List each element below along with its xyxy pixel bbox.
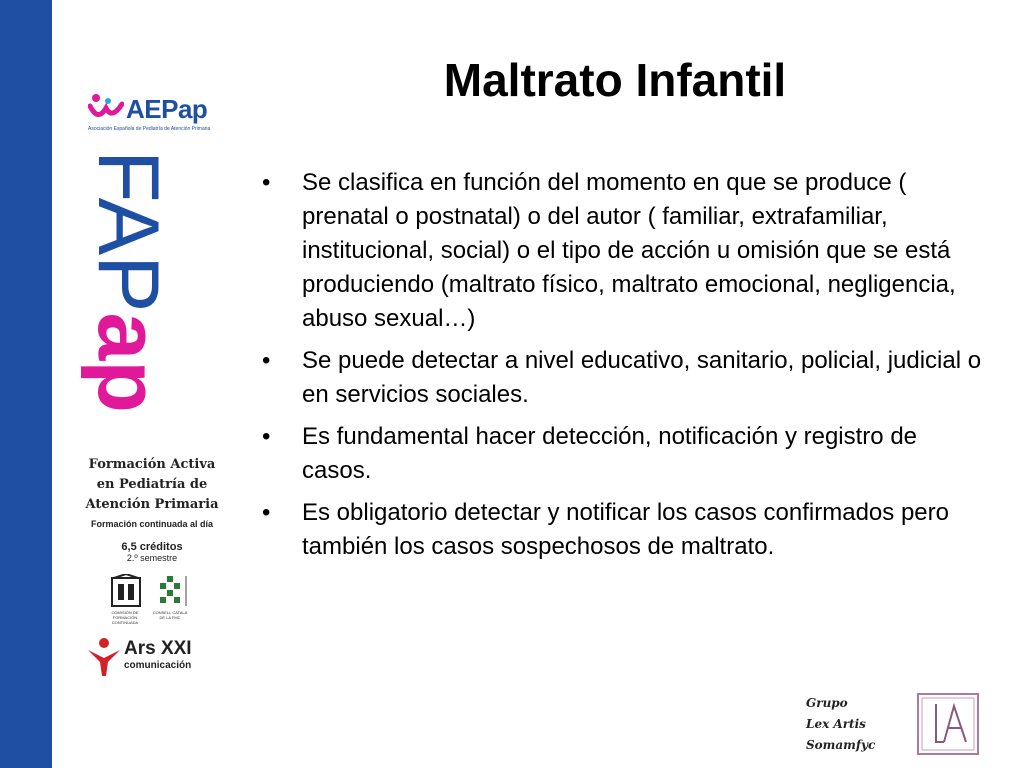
footer-line-3: Somamfyc — [806, 738, 876, 752]
bullet-list — [262, 166, 987, 572]
formacion-line-1: Formación Activa — [88, 457, 216, 472]
bullet-text: Es obligatorio detectar y notificar los casos confirmados pero también los casos sospechosos de maltrato. — [302, 499, 949, 560]
aepap-subtitle: Asociación Española de Pediatría de Atención Primaria — [88, 126, 211, 132]
lex-artis-logo-icon — [914, 690, 982, 758]
bullet-icon: • — [262, 347, 271, 374]
formacion-activa-block — [70, 455, 234, 515]
formacion-line-2: en Pediatría de — [96, 477, 208, 492]
creditos-block — [70, 542, 234, 564]
bullet-icon: • — [262, 423, 271, 450]
left-accent-bar — [0, 0, 52, 768]
ars-subtitle: comunicación — [124, 660, 192, 671]
semestre-label: 2.º semestre — [126, 553, 178, 563]
ars-name: Ars XXI — [124, 638, 192, 659]
footer-line-2: Lex Artis — [806, 717, 866, 731]
bullet-item — [262, 420, 987, 488]
ars-figure-icon — [86, 636, 122, 676]
formacion-line-3: Atención Primaria — [85, 497, 219, 512]
bullet-icon: • — [262, 499, 271, 526]
bullet-item — [262, 496, 987, 564]
aepap-name: AEPap — [126, 94, 208, 124]
aepap-figures-icon — [88, 92, 124, 122]
bullet-icon: • — [262, 169, 271, 196]
fapap-wordmark — [80, 150, 176, 413]
bullet-text: Se puede detectar a nivel educativo, sanitario, policial, judicial o en servicios sociales. — [302, 347, 982, 408]
ars-xxi-logo — [86, 636, 226, 680]
bullet-text: Se clasifica en función del momento en que se produce ( prenatal o postnatal) o del autor ( familiar, extrafamiliar, institucional, social) o el tipo de acción u omisión que se está produciendo (maltrato físico, maltrato emocional, negligencia, abuso sexual…) — [302, 169, 956, 332]
comision-formacion-badge-icon — [110, 574, 142, 608]
bullet-item — [262, 166, 987, 336]
bullet-item — [262, 344, 987, 412]
footer-group-text — [806, 693, 875, 756]
bullet-text: Es fundamental hacer detección, notificación y registro de casos. — [302, 423, 918, 484]
badge2-caption: CONSELL CATALÀ DE LA FMC — [152, 610, 188, 620]
creditos-label: 6,5 créditos — [121, 541, 183, 553]
fapap-part1: FAP — [80, 150, 176, 313]
formacion-continuada-label: Formación continuada al día — [90, 519, 214, 529]
badge1-caption: COMISIÓN DE FORMACIÓN CONTINUADA — [111, 610, 139, 625]
fapap-part2: ap — [80, 312, 176, 413]
slide-title: Maltrato Infantil — [443, 54, 787, 106]
aepap-logo — [88, 92, 228, 136]
consell-catala-badge-icon — [152, 574, 188, 608]
footer-line-1: Grupo — [806, 696, 848, 710]
